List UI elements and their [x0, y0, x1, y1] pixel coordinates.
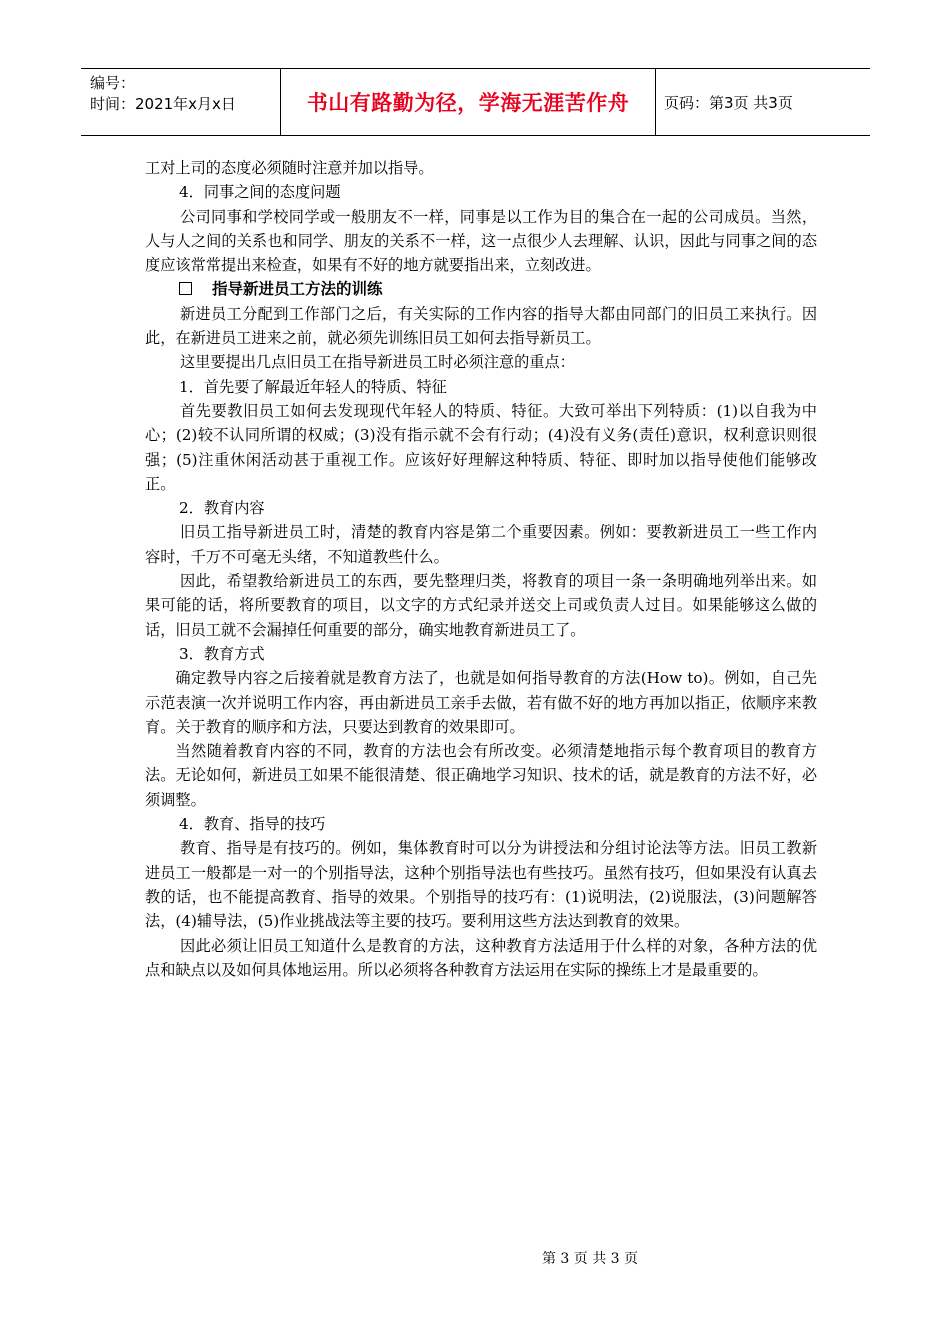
page-label: 页码：第3页 共3页: [664, 93, 793, 112]
document-header: [81, 68, 870, 136]
paragraph: 旧员工指导新进员工时，清楚的教育内容是第二个重要因素。例如：要教新进员工一些工作内容时，千万不可毫无头绪，不知道教些什么。: [145, 523, 817, 566]
checkbox-square-icon: [179, 282, 192, 295]
paragraph: 教育、指导是有技巧的。例如，集体教育时可以分为讲授法和分组讨论法等方法。旧员工教新进员工一般都是一对一的个别指导法，这种个别指导法也有些技巧。虽然有技巧，但如果没有认真去教的话，也不能提高教育、指导的效果。个别指导的技巧有：(1)说明法，(2)说服法，(3)问题解答法，(4)辅导法，(5)作业挑战法等主要的技巧。要利用这些方法达到教育的效果。: [145, 839, 817, 931]
section-heading: [145, 277, 817, 301]
header-info-cell: [81, 69, 281, 135]
subsection-title: 4．同事之间的态度问题: [179, 183, 341, 202]
paragraph: 因此必须让旧员工知道什么是教育的方法，这种教育方法适用于什么样的对象，各种方法的优点和缺点以及如何具体地运用。所以必须将各种教育方法运用在实际的操练上才是最重要的。: [145, 936, 817, 979]
page-info-cell: [656, 69, 870, 135]
footer-page-number: 第 3 页 共 3 页: [541, 1251, 639, 1267]
paragraph: 首先要教旧员工如何去发现现代年轻人的特质、特征。大致可举出下列特质：(1)以自我为中心；(2)较不认同所谓的权威；(3)没有指示就不会有行动；(4)没有义务(责任)意识，权利意识则很强；(5)注重休闲活动甚于重视工作。应该好好理解这种特质、特征、即时加以指导使他们能够改正。: [145, 401, 817, 493]
subsection-title: 1．首先要了解最近年轻人的特质、特征: [179, 377, 447, 396]
subsection-title: 2．教育内容: [179, 499, 265, 518]
paragraph: 工对上司的态度必须随时注意并加以指导。: [145, 159, 434, 177]
section-heading-text: 指导新进员工方法的训练: [212, 280, 383, 299]
date-label: 时间：2021年x月x日: [90, 95, 236, 113]
paragraph: 因此，希望教给新进员工的东西，要先整理归类，将教育的项目一条一条明确地列举出来。如果可能的话，将所要教育的项目，以文字的方式纪录并送交上司或负责人过目。如果能够这么做的话，旧员工就不会漏掉任何重要的部分，确实地教育新进员工了。: [145, 572, 817, 639]
document-body: [145, 156, 817, 982]
motto-text: 书山有路勤为径，学海无涯苦作舟: [306, 91, 630, 115]
paragraph: 当然随着教育内容的不同，教育的方法也会有所改变。必须清楚地指示每个教育项目的教育方法。无论如何，新进员工如果不能很清楚、很正确地学习知识、技术的话，就是教育的方法不好，必须调整。: [145, 742, 817, 809]
paragraph: 公司同事和学校同学或一般朋友不一样，同事是以工作为目的集合在一起的公司成员。当然，人与人之间的关系也和同学、朋友的关系不一样，这一点很少人去理解、认识，因此与同事之间的态度应该常常提出来检查，如果有不好的地方就要指出来，立刻改进。: [145, 207, 817, 275]
subsection-title: 4．教育、指导的技巧: [179, 815, 326, 834]
paragraph: 确定教导内容之后接着就是教育方法了，也就是如何指导教育的方法(How to)。例如，自己先示范表演一次并说明工作内容，再由新进员工亲手去做，若有做不好的地方再加以指正，依顺序来教育。关于教育的顺序和方法，只要达到教育的效果即可。: [145, 669, 817, 736]
subsection-title: 3．教育方式: [179, 644, 265, 663]
paragraph: 新进员工分配到工作部门之后，有关实际的工作内容的指导大都由同部门的旧员工来执行。因此，在新进员工进来之前，就必须先训练旧员工如何去指导新员工。: [145, 304, 817, 348]
page-footer: [0, 1248, 950, 1268]
number-label: 编号：: [90, 74, 136, 92]
motto-cell: [281, 69, 656, 135]
paragraph: 这里要提出几点旧员工在指导新进员工时必须注意的重点：: [179, 353, 575, 372]
